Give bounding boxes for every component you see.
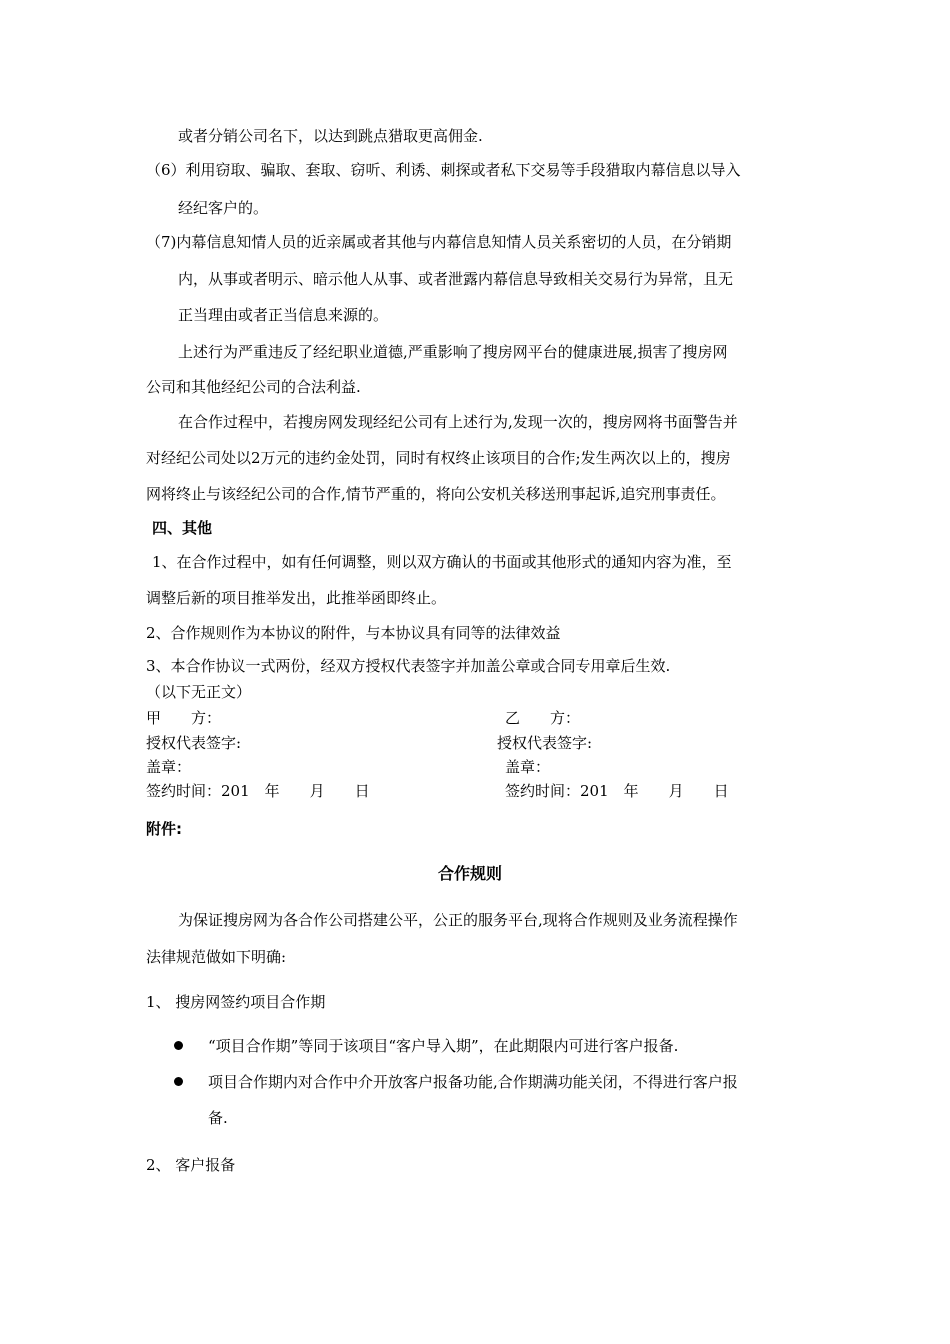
rules-intro: 法律规范做如下明确:: [146, 948, 287, 966]
text-line: 或者分销公司名下，以达到跳点猎取更高佣金.: [178, 127, 483, 145]
bullet-text: 备.: [208, 1109, 228, 1127]
rep-b-label: 授权代表签字:: [497, 734, 593, 752]
text-line: （以下无正文）: [146, 683, 252, 701]
rules-item-heading: 2、 客户报备: [146, 1156, 236, 1174]
date-a-label: 签约时间：201 年 月 日: [146, 782, 370, 800]
text-line: 正当理由或者正当信息来源的。: [178, 306, 389, 324]
text-line: 3、本合作协议一式两份，经双方授权代表签字并加盖公章或合同专用章后生效.: [146, 657, 671, 675]
seal-b-label: 盖章：: [505, 758, 551, 776]
party-b-label: 乙 方：: [505, 709, 581, 727]
attachment-label: 附件:: [146, 820, 182, 838]
text-line: 网将终止与该经纪公司的合作,情节严重的，将向公安机关移送刑事起诉,追究刑事责任。: [146, 485, 726, 503]
bullet-dot: [174, 1077, 183, 1086]
text-line: 经纪客户的。: [178, 199, 269, 217]
text-line: 上述行为严重违反了经纪职业道德,严重影响了搜房网平台的健康进展,损害了搜房网: [178, 343, 728, 361]
text-line: 内，从事或者明示、暗示他人从事、或者泄露内幕信息导致相关交易行为异常，且无: [178, 270, 734, 288]
seal-a-label: 盖章：: [146, 758, 192, 776]
bullet-text: 项目合作期内对合作中介开放客户报备功能,合作期满功能关闭，不得进行客户报: [208, 1073, 738, 1091]
text-line: 在合作过程中，若搜房网发现经纪公司有上述行为,发现一次的，搜房网将书面警告并: [178, 413, 738, 431]
text-line: （6）利用窃取、骗取、套取、窃听、利诱、刺探或者私下交易等手段猎取内幕信息以导入: [146, 161, 741, 179]
text-line: 对经纪公司处以2万元的违约金处罚，同时有权终止该项目的合作;发生两次以上的，搜房: [146, 449, 731, 467]
text-line: 调整后新的项目推举发出，此推举函即终止。: [146, 589, 447, 607]
text-line: 公司和其他经纪公司的合法利益.: [146, 378, 361, 396]
party-a-label: 甲 方：: [146, 709, 222, 727]
bullet-text: “项目合作期”等同于该项目“客户导入期”，在此期限内可进行客户报备.: [208, 1037, 679, 1055]
text-line: （7)内幕信息知情人员的近亲属或者其他与内幕信息知情人员关系密切的人员，在分销期: [146, 233, 732, 251]
rules-intro: 为保证搜房网为各合作公司搭建公平，公正的服务平台,现将合作规则及业务流程操作: [178, 911, 738, 929]
date-b-label: 签约时间：201 年 月 日: [505, 782, 729, 800]
rules-item-heading: 1、 搜房网签约项目合作期: [146, 993, 326, 1011]
section-heading: 四、其他: [152, 519, 213, 537]
bullet-dot: [174, 1041, 183, 1050]
rules-title: 合作规则: [438, 864, 503, 883]
text-line: 2、合作规则作为本协议的附件，与本协议具有同等的法律效益: [146, 624, 561, 642]
text-line: 1、在合作过程中，如有任何调整，则以双方确认的书面或其他形式的通知内容为准，至: [152, 553, 732, 571]
rep-a-label: 授权代表签字:: [146, 734, 242, 752]
